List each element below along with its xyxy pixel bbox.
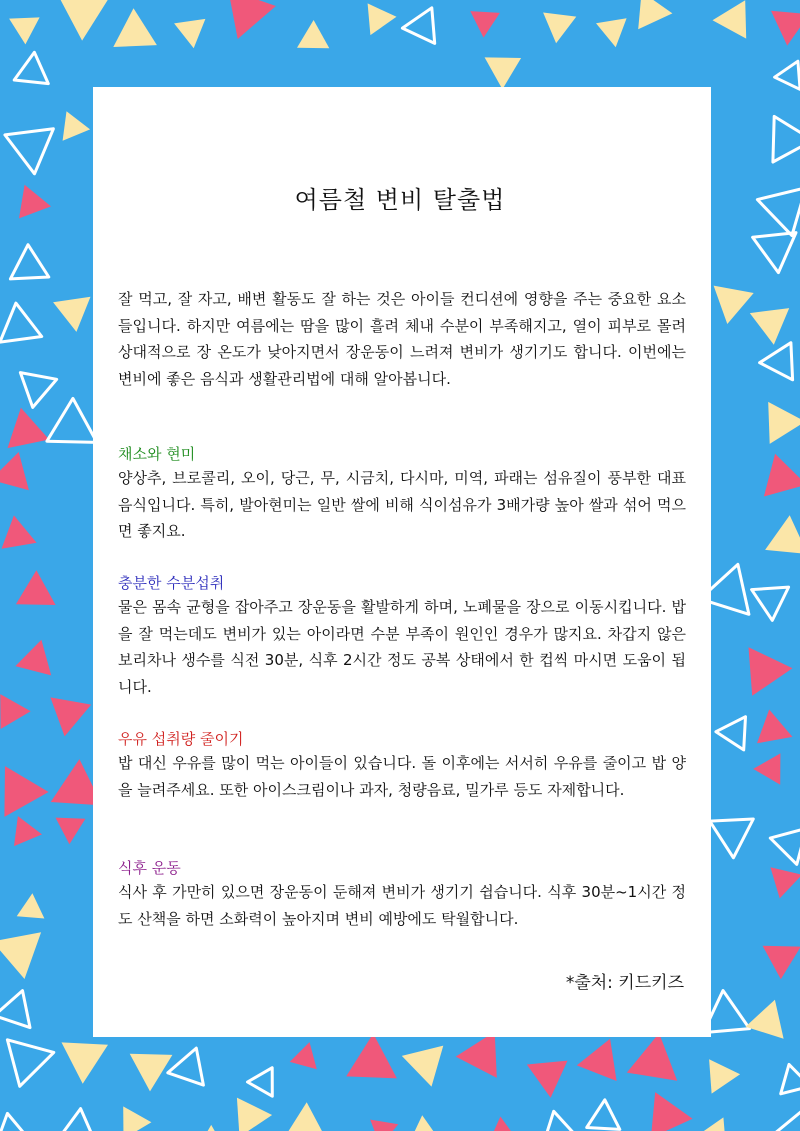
triangle-decoration — [764, 1111, 800, 1131]
section-heading-vegetables: 채소와 현미 — [118, 445, 196, 463]
triangle-decoration — [770, 867, 800, 898]
triangle-decoration — [197, 1125, 225, 1131]
triangle-decoration — [757, 710, 792, 744]
page-title: 여름철 변비 탈출법 — [294, 186, 506, 214]
triangle-decoration — [710, 819, 754, 858]
triangle-decoration — [5, 129, 54, 174]
section-heading-milk: 우유 섭취량 줄이기 — [118, 730, 244, 748]
triangle-decoration — [8, 408, 50, 448]
triangle-decoration — [17, 893, 45, 918]
triangle-decoration — [228, 0, 276, 39]
triangle-decoration — [174, 19, 205, 48]
triangle-decoration — [14, 816, 42, 846]
triangle-decoration — [0, 303, 42, 342]
triangle-decoration — [716, 717, 746, 750]
triangle-decoration — [768, 402, 800, 444]
triangle-decoration — [10, 245, 48, 279]
triangle-decoration — [248, 1068, 273, 1097]
triangle-decoration — [752, 587, 789, 620]
triangle-decoration — [771, 11, 800, 46]
triangle-decoration — [168, 1048, 204, 1085]
triangle-decoration — [47, 398, 97, 442]
triangle-decoration — [402, 8, 434, 44]
triangle-decoration — [53, 297, 90, 332]
section-body-exercise: 식사 후 가만히 있으면 장운동이 둔해져 변비가 생기기 쉽습니다. 식후 30분~1시간 정도 산책을 하면 소화력이 높아지며 변비 예방에도 탁월합니다. — [118, 883, 686, 928]
triangle-decoration — [691, 1117, 727, 1131]
triangle-decoration — [456, 1032, 497, 1078]
triangle-decoration — [765, 515, 800, 554]
triangle-decoration — [596, 18, 627, 47]
triangle-decoration — [760, 343, 793, 380]
triangle-decoration — [750, 308, 789, 345]
section-body-hydration: 물은 몸속 균형을 잡아주고 장운동을 활발하게 하며, 노폐물을 장으로 이동시킵니다. 밥을 잘 먹는데도 변비가 있는 아이라면 수분 부족이 원인인 경우가 많지요. 차갑지 않은 보리차나 생수를 식전 30분, 식후 2시간 정도 공복 상태에서 한 컵씩 마시면 도움이 됩니다. — [118, 598, 686, 696]
triangle-decoration — [746, 1000, 784, 1039]
triangle-decoration — [577, 1039, 617, 1081]
triangle-decoration — [15, 640, 51, 676]
triangle-decoration — [638, 0, 672, 29]
triangle-decoration — [0, 932, 41, 979]
triangle-decoration — [7, 1040, 53, 1087]
triangle-decoration — [2, 515, 37, 548]
triangle-decoration — [470, 11, 500, 37]
triangle-decoration — [297, 20, 329, 48]
triangle-decoration — [61, 1109, 94, 1131]
source-credit: *출처: 키드키즈 — [565, 973, 684, 993]
section-body-vegetables: 양상추, 브로콜리, 오이, 당근, 무, 시금치, 다시마, 미역, 파래는 섬유질이 풍부한 대표 음식입니다. 특히, 발아현미는 일반 쌀에 비해 식이섬유가 3배가량 높아 쌀과 섞어 먹으면 좋지요. — [118, 469, 686, 540]
triangle-decoration — [773, 116, 800, 162]
triangle-decoration — [763, 946, 800, 980]
triangle-decoration — [527, 1061, 568, 1098]
section-heading-hydration: 충분한 수분섭취 — [118, 574, 225, 592]
triangle-decoration — [709, 1059, 740, 1093]
triangle-decoration — [651, 1092, 693, 1131]
triangle-decoration — [123, 1106, 151, 1131]
triangle-decoration — [409, 1115, 439, 1131]
triangle-decoration — [20, 373, 56, 408]
triangle-decoration — [50, 697, 91, 736]
triangle-decoration — [63, 111, 91, 140]
section-body-milk: 밥 대신 우유를 많이 먹는 아이들이 있습니다. 돌 이후에는 서서히 우유를 줄이고 밥 양을 늘려주세요. 또한 아이스크림이나 과자, 청량음료, 밀가루 등도 자제합니다. — [118, 754, 686, 799]
triangle-decoration — [587, 1100, 620, 1130]
triangle-decoration — [749, 647, 793, 696]
triangle-decoration — [0, 1113, 36, 1131]
triangle-decoration — [130, 1054, 173, 1092]
triangle-decoration — [9, 17, 39, 44]
triangle-decoration — [627, 1033, 677, 1081]
triangle-decoration — [0, 991, 30, 1028]
triangle-decoration — [0, 694, 30, 729]
triangle-decoration — [346, 1034, 397, 1079]
triangle-decoration — [485, 57, 521, 89]
triangle-decoration — [713, 0, 747, 38]
triangle-decoration — [402, 1046, 444, 1087]
triangle-decoration — [764, 454, 800, 497]
triangle-decoration — [714, 286, 754, 324]
triangle-decoration — [113, 8, 157, 47]
triangle-decoration — [14, 52, 48, 83]
triangle-decoration — [59, 0, 108, 41]
triangle-decoration — [781, 1064, 800, 1093]
triangle-decoration — [280, 1102, 331, 1131]
triangle-decoration — [370, 1120, 398, 1131]
triangle-decoration — [4, 766, 48, 817]
intro-paragraph: 잘 먹고, 잘 자고, 배변 활동도 잘 하는 것은 아이들 컨디션에 영향을 주는 중요한 요소들입니다. 하지만 여름에는 땀을 많이 흘려 체내 수분이 부족해지고, 열이 피부로 몰려 상대적으로 장 온도가 낮아지면서 장운동이 느려져 변비가 생기기도 합니다. 이번에는 변비에 좋은 음식과 생활관리법에 대해 알아봅니다. — [118, 290, 686, 388]
triangle-decoration — [237, 1098, 272, 1131]
triangle-decoration — [485, 1117, 523, 1131]
triangle-decoration — [56, 818, 86, 845]
triangle-decoration — [368, 3, 397, 35]
triangle-decoration — [753, 233, 796, 273]
triangle-decoration — [16, 570, 56, 605]
triangle-decoration — [62, 1042, 109, 1083]
triangle-decoration — [0, 452, 29, 490]
triangle-decoration — [290, 1042, 317, 1069]
triangle-decoration — [543, 13, 576, 44]
section-heading-exercise: 식후 운동 — [118, 859, 181, 877]
triangle-decoration — [539, 1111, 586, 1131]
triangle-decoration — [770, 828, 800, 864]
triangle-decoration — [753, 753, 780, 784]
triangle-decoration — [775, 61, 800, 89]
